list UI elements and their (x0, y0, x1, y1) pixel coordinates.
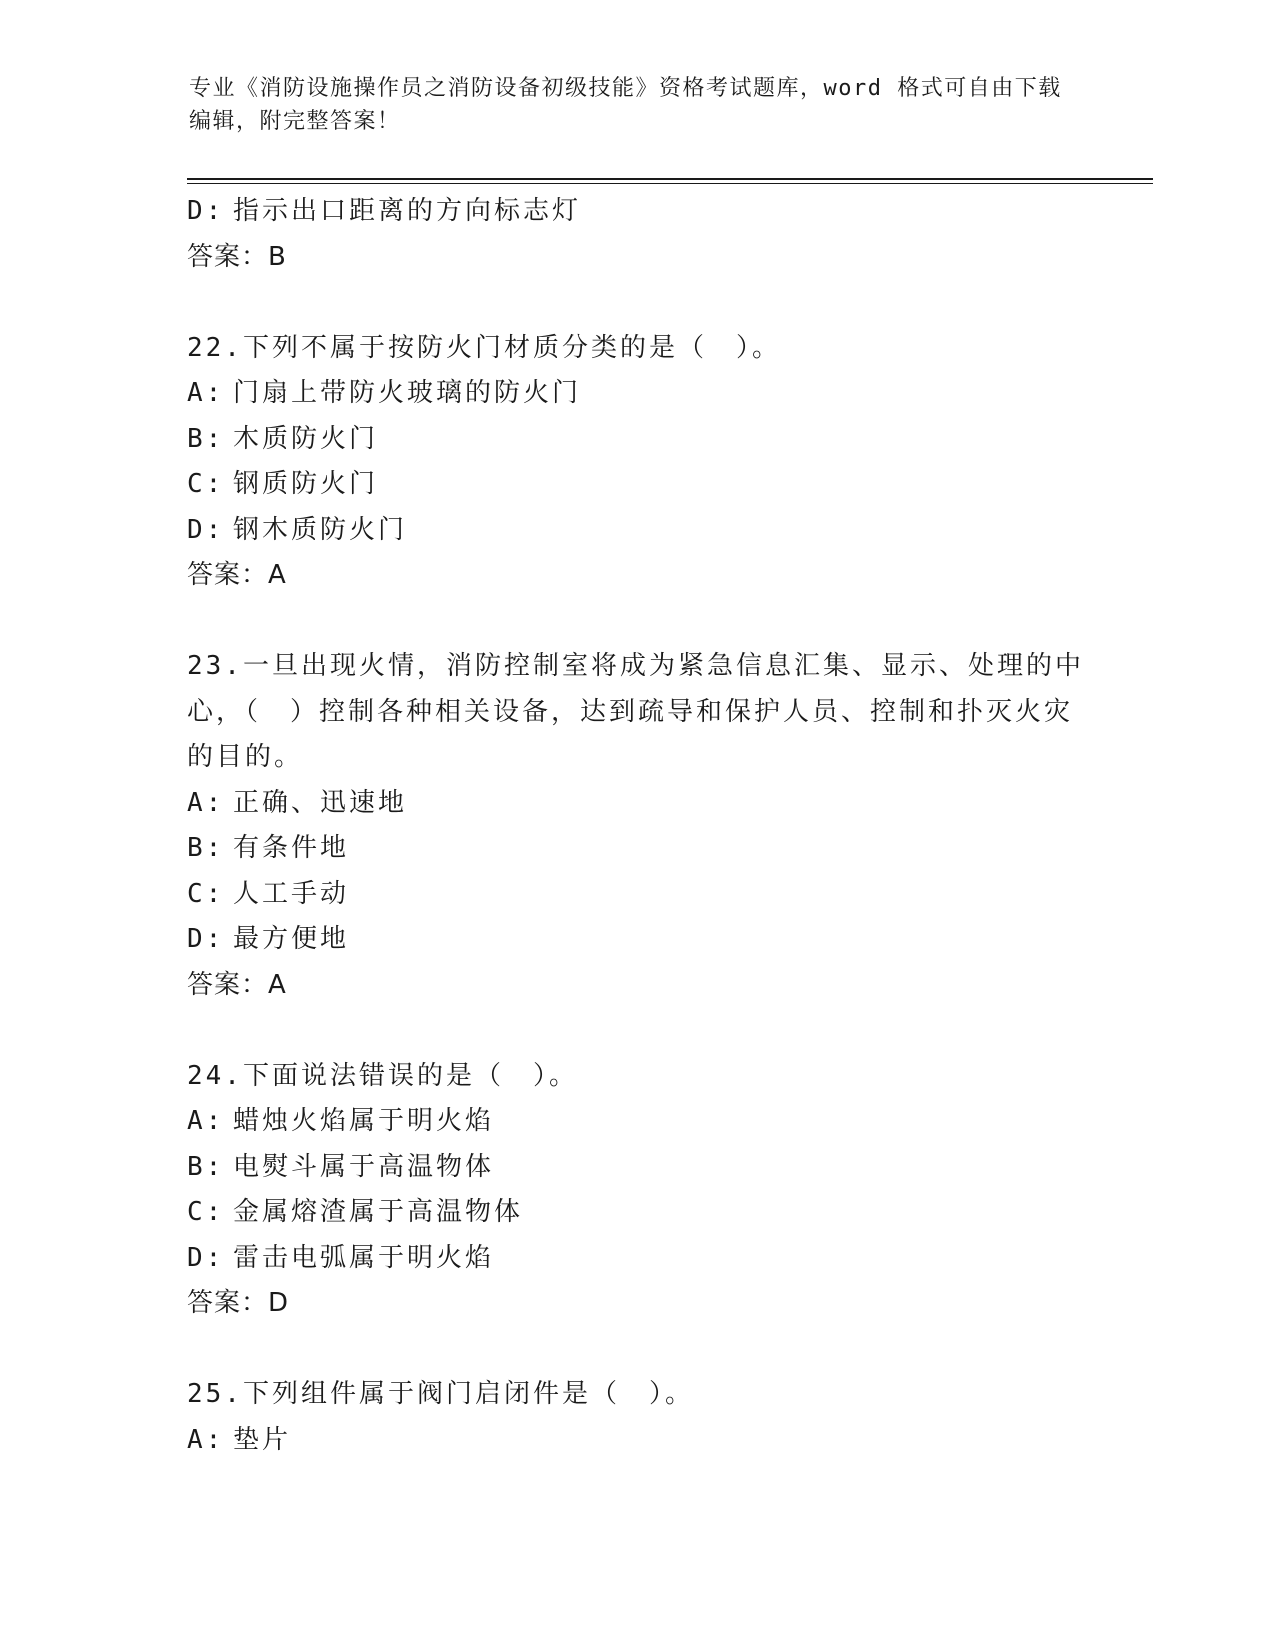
option-label: B: (187, 423, 225, 454)
option-c (187, 872, 1087, 918)
option-text: 钢质防火门 (233, 469, 379, 499)
option-text: 钢木质防火门 (233, 514, 408, 545)
question-title: 24.下面说法错误的是（ ）。 (187, 1060, 578, 1091)
option-d (187, 917, 1087, 963)
option-label: C: (187, 1197, 225, 1227)
header-divider-thin (187, 183, 1153, 184)
option-b (187, 1145, 1087, 1191)
question-list (187, 189, 1087, 1463)
option-d (187, 189, 1087, 235)
option-d (187, 508, 1087, 554)
option-text: 最方便地 (233, 924, 350, 954)
option-label: A: (187, 1424, 225, 1455)
option-label: B: (187, 833, 225, 863)
option-text: 正确、迅速地 (233, 787, 408, 818)
option-label: A: (187, 1106, 225, 1136)
option-label: B: (187, 1151, 225, 1182)
answer: 答案：A (187, 969, 287, 1000)
answer: 答案：A (187, 560, 287, 590)
page-header: 专业《消防设施操作员之消防设备初级技能》资格考试题库，word 格式可自由下载编辑，附完整答案！ (189, 76, 1062, 134)
option-b (187, 417, 1087, 463)
option-text: 电熨斗属于高温物体 (233, 1151, 495, 1182)
option-c (187, 462, 1087, 508)
option-c (187, 1190, 1087, 1236)
option-a (187, 371, 1087, 417)
option-d (187, 1236, 1087, 1282)
question-25 (187, 1372, 1087, 1463)
option-a (187, 1099, 1087, 1145)
option-label: D: (187, 924, 225, 954)
option-a (187, 781, 1087, 827)
question-23 (187, 644, 1087, 1008)
question-22 (187, 326, 1087, 599)
option-label: D: (187, 514, 225, 545)
option-text: 木质防火门 (233, 423, 379, 454)
answer: 答案：B (187, 241, 287, 272)
question-title: 22.下列不属于按防火门材质分类的是（ ）。 (187, 332, 781, 363)
option-text: 指示出口距离的方向标志灯 (233, 196, 582, 226)
option-text: 金属熔渣属于高温物体 (233, 1197, 524, 1227)
option-label: A: (187, 787, 225, 818)
option-label: C: (187, 469, 225, 499)
option-text: 垫片 (233, 1424, 292, 1455)
header-divider-thick (187, 178, 1153, 180)
option-text: 人工手动 (233, 878, 350, 909)
question-title: 25.下列组件属于阀门启闭件是（ ）。 (187, 1379, 694, 1409)
option-b (187, 826, 1087, 872)
question-24 (187, 1054, 1087, 1327)
option-text: 雷击电弧属于明火焰 (233, 1242, 495, 1273)
option-label: D: (187, 196, 225, 226)
option-label: C: (187, 878, 225, 909)
option-text: 门扇上带防火玻璃的防火门 (233, 378, 582, 408)
option-a (187, 1418, 1087, 1464)
question-title: 23.一旦出现火情，消防控制室将成为紧急信息汇集、显示、处理的中心，（ ）控制各种相关设备，达到疏导和保护人员、控制和扑灭火灾的目的。 (187, 651, 1084, 772)
option-label: A: (187, 378, 225, 408)
option-label: D: (187, 1242, 225, 1273)
answer: 答案：D (187, 1288, 290, 1318)
option-text: 有条件地 (233, 833, 350, 863)
option-text: 蜡烛火焰属于明火焰 (233, 1106, 495, 1136)
